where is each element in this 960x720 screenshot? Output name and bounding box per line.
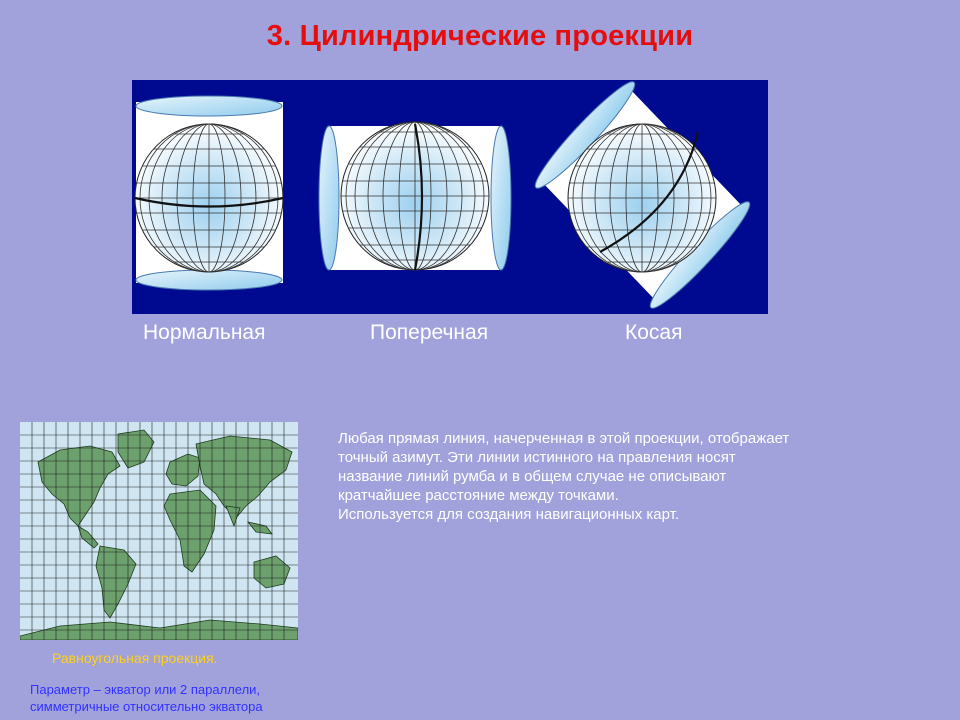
mercator-world-map-icon <box>20 422 298 640</box>
description-text <box>338 429 800 524</box>
description-paragraph-azimuth: Любая прямая линия, начерченная в этой проекции, отображает точный азимут. Эти линии истинного на правления носят название линий румба и в общем случае не описывают кратчайшее расстояние между точками. <box>338 430 790 504</box>
globe-oblique-cylinder-icon <box>528 80 757 314</box>
caption-normal-projection: Нормальная <box>143 321 266 344</box>
projection-parameter-note: Параметр – экватор или 2 параллели, симметричные относительно экватора <box>30 682 263 714</box>
caption-transverse-projection: Поперечная <box>370 321 489 344</box>
description-paragraph-usage: Используется для создания навигационных карт. <box>338 506 680 523</box>
map-caption: Равноугольная проекция. <box>52 650 218 666</box>
projection-illustrations-panel <box>132 80 768 314</box>
globe-normal-cylinder-icon <box>135 96 283 290</box>
slide-title: 3. Цилиндрические проекции <box>266 20 694 52</box>
caption-oblique-projection: Косая <box>625 321 683 344</box>
globe-transverse-cylinder-icon <box>319 122 511 270</box>
